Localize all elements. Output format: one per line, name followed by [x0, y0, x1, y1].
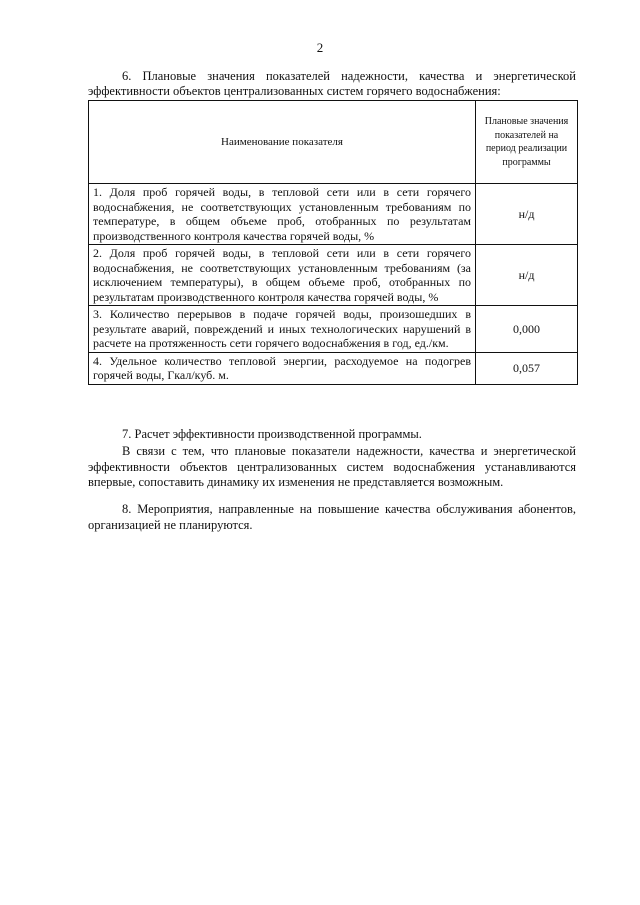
section-7-body: В связи с тем, что плановые показатели надежности, качества и энергетической эффективности объектов централизованных систем водоснабжения устанавливаются впервые, сопоставить динамику их изменения не представляется возможным.	[88, 444, 576, 489]
indicator-value: 0,000	[476, 306, 578, 353]
table-row	[89, 184, 578, 245]
indicator-name: 1. Доля проб горячей воды, в тепловой сети или в сети горячего водоснабжения, не соответствующих установленным требованиям по температуре, в общем объеме проб, отобранных по результатам производственного контроля качества горячей воды, %	[89, 184, 476, 245]
column-header-name: Наименование показателя	[89, 101, 476, 184]
page-number: 2	[316, 40, 324, 55]
table-header-row	[89, 101, 578, 184]
section-8-body: 8. Мероприятия, направленные на повышение качества обслуживания абонентов, организацией не планируются.	[88, 502, 576, 532]
table-row	[89, 352, 578, 384]
indicators-table	[88, 100, 578, 385]
indicator-name: 4. Удельное количество тепловой энергии, расходуемое на подогрев горячей воды, Гкал/куб. м.	[89, 352, 476, 384]
column-header-plan-values: Плановые значения показателей на период реализации программы	[476, 101, 578, 184]
table-row	[89, 245, 578, 306]
table-row	[89, 306, 578, 353]
indicator-value: н/д	[476, 245, 578, 306]
section-7-title: 7. Расчет эффективности производственной программы.	[122, 427, 422, 441]
section-6-heading: 6. Плановые значения показателей надежности, качества и энергетической эффективности объектов централизованных систем горячего водоснабжения:	[88, 69, 576, 98]
indicator-name: 2. Доля проб горячей воды, в тепловой сети или в сети горячего водоснабжения, не соответствующих установленным требованиям (за исключением температуры), в общем объеме проб, отобранных по результатам производственного контроля качества горячей воды, %	[89, 245, 476, 306]
indicator-value: 0,057	[476, 352, 578, 384]
indicator-name: 3. Количество перерывов в подаче горячей воды, произошедших в результате аварий, повреждений и иных технологических нарушений в расчете на протяженность сети горячего водоснабжения в год, ед./км.	[89, 306, 476, 353]
indicator-value: н/д	[476, 184, 578, 245]
